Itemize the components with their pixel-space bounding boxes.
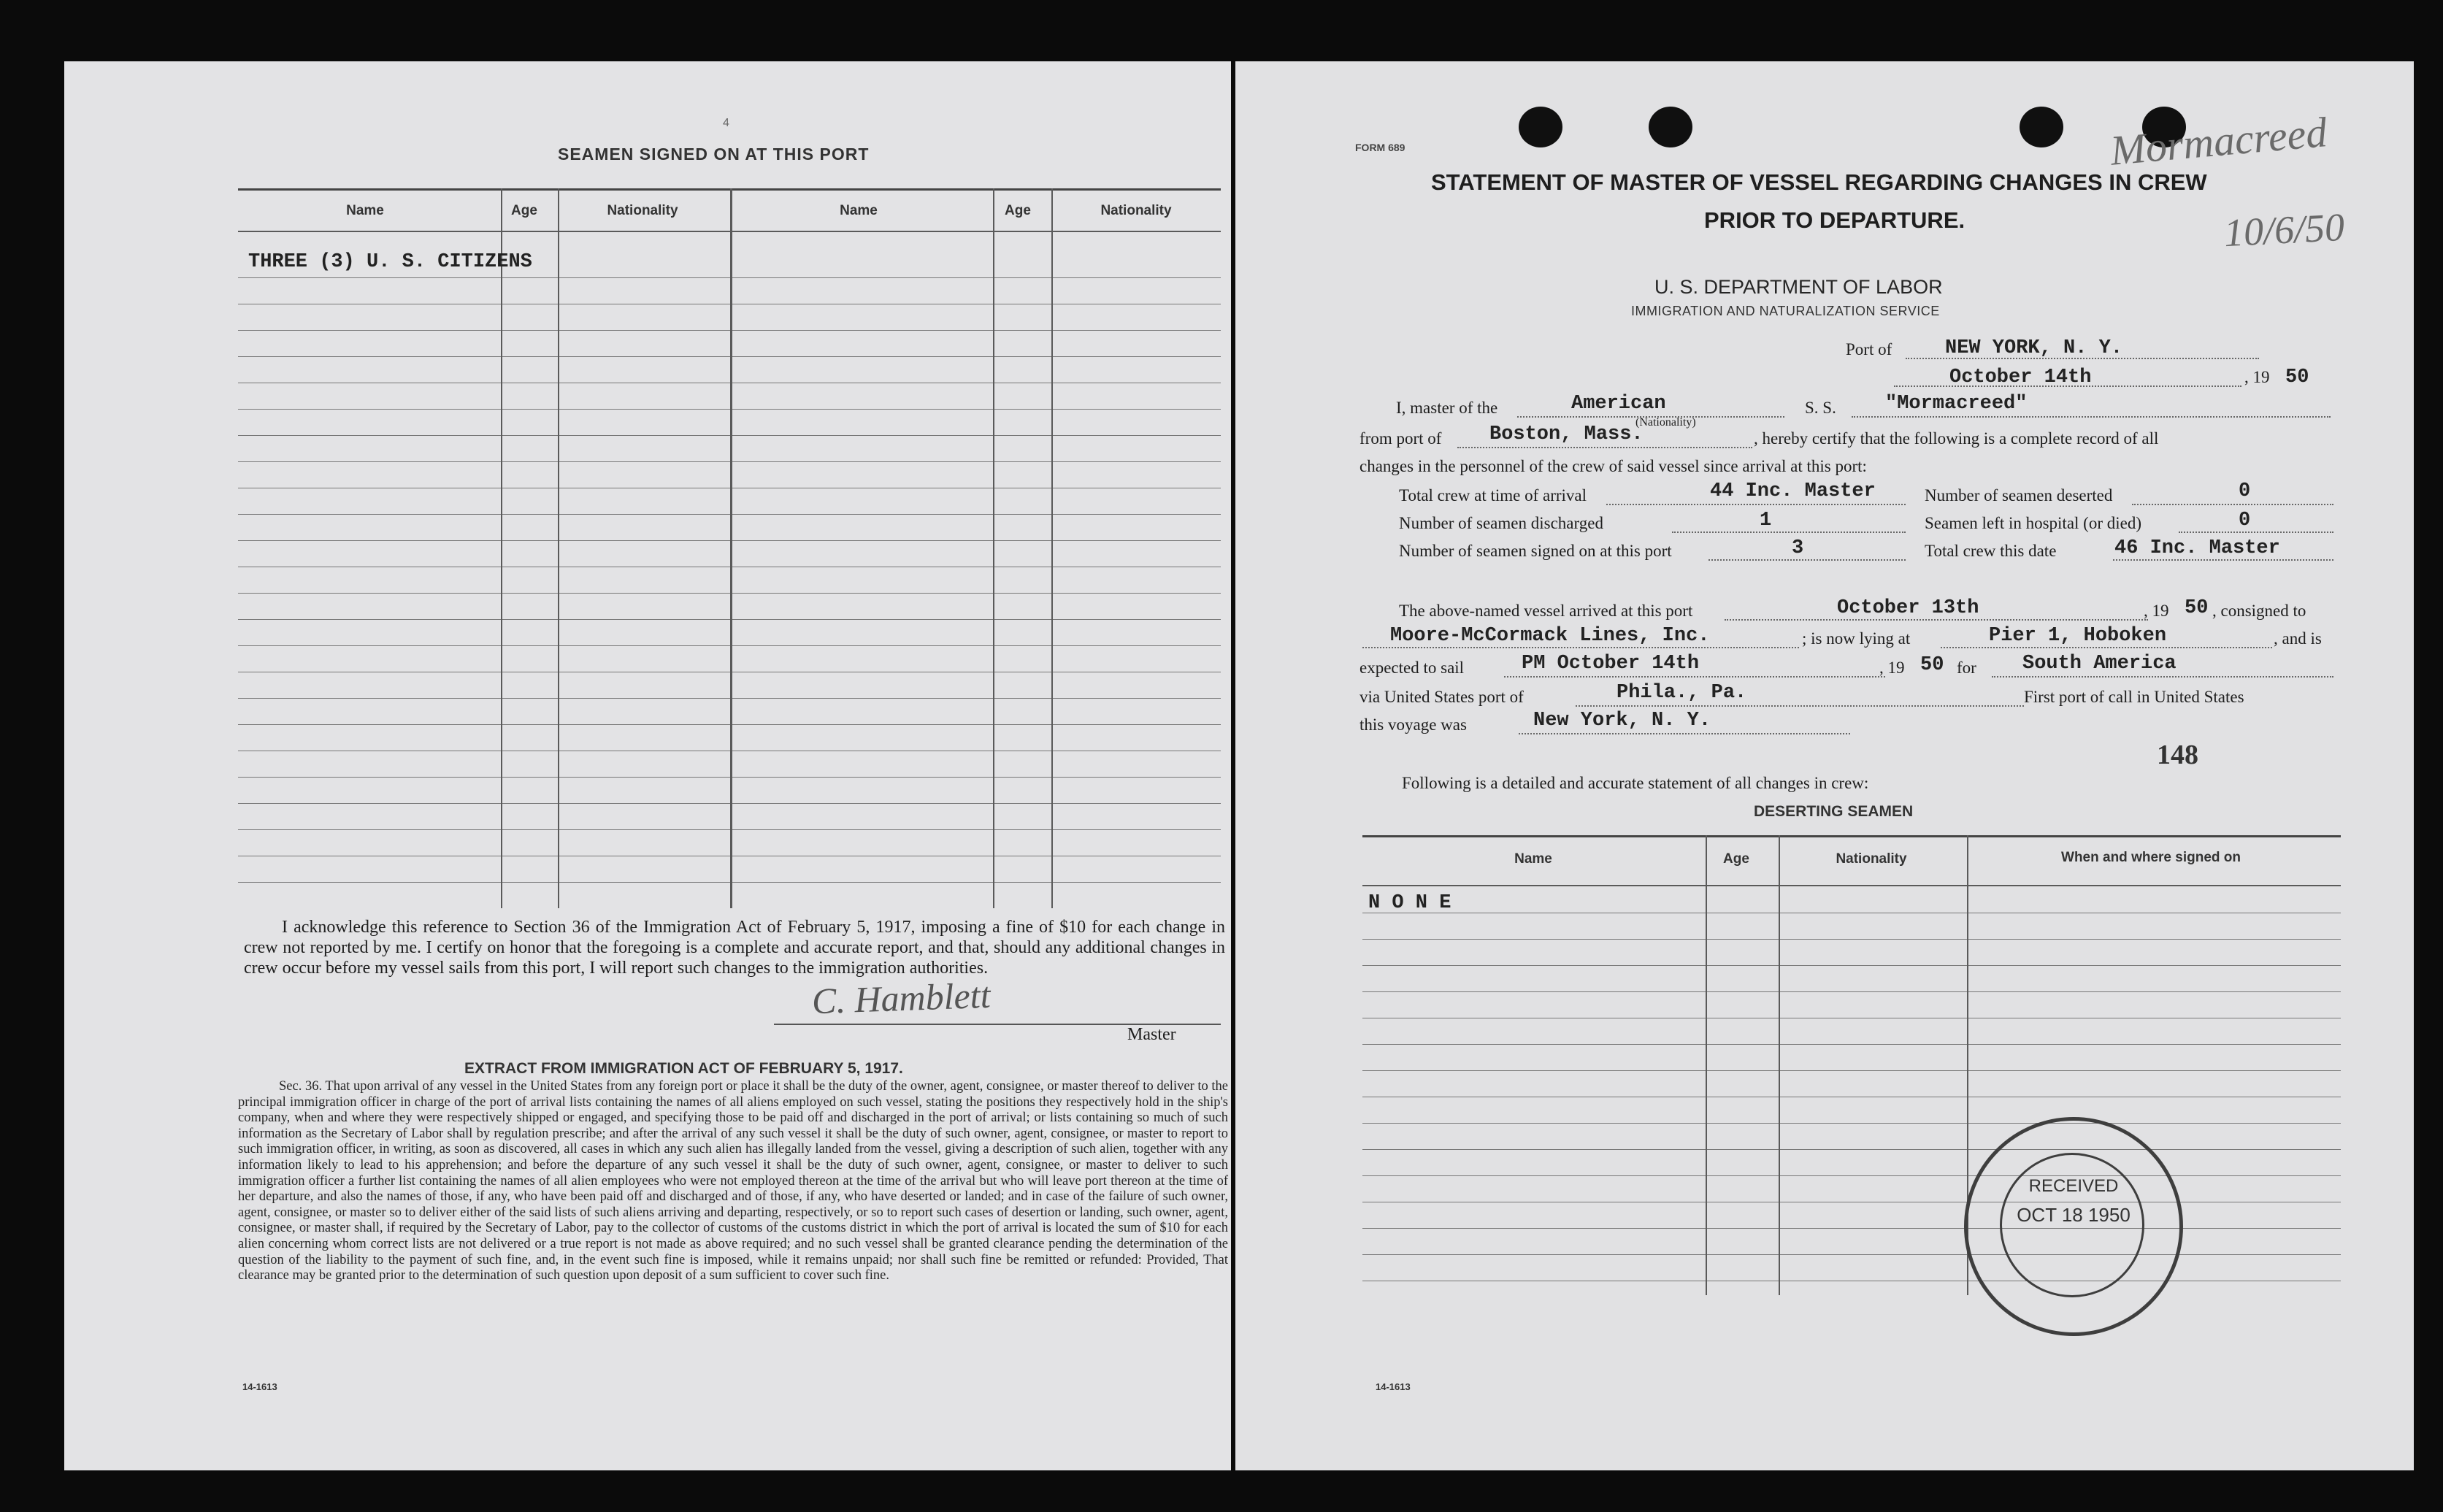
signed-on-value: 3 xyxy=(1792,537,1804,559)
expected-label: expected to sail xyxy=(1359,659,1465,677)
for-label: for xyxy=(1957,659,1976,677)
arrived-label: The above-named vessel arrived at this port xyxy=(1399,602,1693,620)
via-label: via United States port of xyxy=(1359,688,1524,706)
table-rule-line xyxy=(238,356,1221,357)
expected-year: 50 xyxy=(1920,654,1944,676)
service: IMMIGRATION AND NATURALIZATION SERVICE xyxy=(1631,304,1940,318)
table-rule-line xyxy=(238,619,1221,620)
col-header-name: Name xyxy=(346,203,384,218)
table-rule-line xyxy=(1362,1254,2341,1255)
handwritten-ship: Mormacreed xyxy=(2108,108,2329,174)
table-rule-line xyxy=(238,803,1221,804)
table-rule-line xyxy=(238,330,1221,331)
date-value: October 14th xyxy=(1949,367,2092,388)
hospital-label: Seamen left in hospital (or died) xyxy=(1925,514,2142,532)
nationality-value: American xyxy=(1571,393,1666,415)
nationality-caption: (Nationality) xyxy=(1635,416,1696,429)
received-stamp xyxy=(1964,1117,2183,1336)
year-prefix: , 19 xyxy=(2244,368,2270,386)
table-rule-line xyxy=(1362,965,2341,966)
deserting-title: DESERTING SEAMEN xyxy=(1754,803,1914,820)
table-rule-line xyxy=(238,514,1221,515)
and-is-label: , and is xyxy=(2274,629,2322,648)
form-title-line1: STATEMENT OF MASTER OF VESSEL REGARDING CHANGES IN CREW xyxy=(1431,169,2207,195)
table-rule-line xyxy=(1362,1070,2341,1071)
department: U. S. DEPARTMENT OF LABOR xyxy=(1654,276,1943,298)
date-year: 50 xyxy=(2285,367,2309,388)
destination-value: South America xyxy=(2022,653,2177,675)
right-page xyxy=(1235,61,2414,1470)
master-of-label: I, master of the xyxy=(1396,399,1498,417)
first-port-label: First port of call in United States xyxy=(2024,688,2244,706)
lying-label: ; is now lying at xyxy=(1802,629,1911,648)
consignee-value: Moore-McCormack Lines, Inc. xyxy=(1390,625,1710,647)
deserting-entry: N O N E xyxy=(1368,892,1451,914)
binder-hole xyxy=(1519,107,1562,147)
col-header-name: Name xyxy=(840,203,878,218)
handwritten-date: 10/6/50 xyxy=(2223,204,2346,256)
form-title-line2: PRIOR TO DEPARTURE. xyxy=(1704,207,1965,233)
following-text: Following is a detailed and accurate statement of all changes in crew: xyxy=(1402,774,1869,792)
ss-label: S. S. xyxy=(1805,399,1836,417)
table-rule-line xyxy=(238,645,1221,646)
extract-title: EXTRACT FROM IMMIGRATION ACT OF FEBRUARY 5, 1917. xyxy=(464,1060,903,1077)
table-rule-line xyxy=(1362,1123,2341,1124)
port-value: NEW YORK, N. Y. xyxy=(1945,337,2123,359)
table-rule-line xyxy=(238,829,1221,830)
certify-text: , hereby certify that the following is a complete record of all xyxy=(1754,429,2159,448)
deserted-label: Number of seamen deserted xyxy=(1925,486,2113,504)
voyage-label: this voyage was xyxy=(1359,715,1467,734)
hospital-value: 0 xyxy=(2239,510,2251,531)
table-rule-line xyxy=(1362,1175,2341,1176)
arrived-value: October 13th xyxy=(1837,597,1979,619)
voyage-value: New York, N. Y. xyxy=(1533,710,1711,732)
total-crew-today-label: Total crew this date xyxy=(1925,542,2057,560)
table-rule-line xyxy=(238,724,1221,725)
table-rule-line xyxy=(1362,1228,2341,1229)
col-header-nationality: Nationality xyxy=(1100,203,1172,218)
total-crew-arrival-value: 44 Inc. Master xyxy=(1710,480,1876,502)
stamp-date: OCT 18 1950 xyxy=(2017,1204,2131,1226)
arrived-year-prefix: , 19 xyxy=(2144,602,2169,620)
binder-hole xyxy=(2020,107,2063,147)
table-rule-line xyxy=(238,540,1221,541)
binder-hole xyxy=(1649,107,1692,147)
signed-on-label: Number of seamen signed on at this port xyxy=(1399,542,1672,560)
col-header-name: Name xyxy=(1514,851,1552,867)
changes-text: changes in the personnel of the crew of said vessel since arrival at this port: xyxy=(1359,457,1867,475)
table-rule-line xyxy=(1362,1044,2341,1045)
from-port-label: from port of xyxy=(1359,429,1442,448)
table-rule-line xyxy=(1362,991,2341,992)
table-rule-line xyxy=(238,435,1221,436)
expected-year-prefix: , 19 xyxy=(1879,659,1905,677)
table-entry: THREE (3) U. S. CITIZENS xyxy=(248,251,532,273)
table-rule-line xyxy=(238,777,1221,778)
lying-value: Pier 1, Hoboken xyxy=(1989,625,2167,647)
extract-body: Sec. 36. That upon arrival of any vessel in the United States from any foreign port or place it shall be the duty of the owner, agent, consignee, or master thereof to deliver to the principal immigration officer in charge of the port of arrival lists containing the names of all aliens employed on such vessel, stating the positions they respectively hold in the ship's company, when and where they were respectively shipped or engaged, and specifying those to be paid off and discharged in the port of arrival; or lists containing so much of such information as the Secretary of Labor shall by regulation prescribe; and after the arrival of any such vessel it shall be the duty of such owner, agent, consignee, or master to report to such immigration officer, in writing, as soon as discovered, all cases in which any such alien has illegally landed from the vessel, giving a description of such alien, together with any information likely to lead to his apprehension; and before the departure of any such vessel it shall be the duty of such owner, agent, consignee, or master to deliver to such immigration officer a further list containing the names of all alien employees who were not employed thereon at the time of the arrival but who will leave port thereon at the time of her departure, and also the names of those, if any, who have been paid off and discharged and of those, if any, who have deserted or landed; and in case of the failure of such owner, agent, consignee, or master so to deliver either of the said lists of such aliens arriving and departing, respectively, or so to report such cases of desertion or landing, such owner, agent, consignee, or master shall, if required by the Secretary of Labor, pay to the collector of customs of the customs district in which the port of arrival is located the sum of $10 for each alien concerning whom correct lists are not delivered or a true report is not made as above required; and no such vessel shall be granted clearance pending the determination of the question of the liability to the payment of such fine, and, in the event such fine is imposed, while it remains unpaid; nor shall such fine be remitted or refunded: Provided, That clearance may be granted prior to the determination of such question upon deposit of a sum sufficient to cover such fine. xyxy=(238,1079,1228,1283)
table-rule-line xyxy=(238,698,1221,699)
form-code: 14-1613 xyxy=(1376,1381,1411,1392)
consigned-label: , consigned to xyxy=(2212,602,2306,620)
table-rule-line xyxy=(1362,939,2341,940)
page-marker: 4 xyxy=(723,117,729,129)
deserted-value: 0 xyxy=(2239,480,2251,502)
master-label: Master xyxy=(1127,1025,1176,1044)
total-crew-arrival-label: Total crew at time of arrival xyxy=(1399,486,1587,504)
section-title: SEAMEN SIGNED ON AT THIS PORT xyxy=(558,145,870,164)
acknowledgement-text: I acknowledge this reference to Section 36 of the Immigration Act of February 5, 1917, imposing a fine of $10 for each change in crew not reported by me. I certify on honor that the foregoing is a complete and accurate report, and that, should any additional changes in crew occur before my vessel sails from this port, I will report such changes to the immigration authorities. xyxy=(244,918,1225,978)
master-signature: C. Hamblett xyxy=(811,974,992,1022)
col-header-when-where: When and where signed on xyxy=(2061,850,2241,865)
stamped-number: 148 xyxy=(2157,740,2198,770)
expected-value: PM October 14th xyxy=(1522,653,1700,675)
discharged-label: Number of seamen discharged xyxy=(1399,514,1603,532)
form-number: FORM 689 xyxy=(1355,142,1405,153)
table-rule-line xyxy=(238,882,1221,883)
total-crew-today-value: 46 Inc. Master xyxy=(2114,537,2280,559)
via-value: Phila., Pa. xyxy=(1616,682,1747,704)
col-header-nationality: Nationality xyxy=(1836,851,1907,867)
from-port-value: Boston, Mass. xyxy=(1489,423,1644,445)
col-header-age: Age xyxy=(1723,851,1749,867)
table-rule-line xyxy=(238,409,1221,410)
table-rule-line xyxy=(238,277,1221,278)
port-label: Port of xyxy=(1846,340,1892,358)
col-header-age: Age xyxy=(1005,203,1031,218)
arrived-year: 50 xyxy=(2185,597,2209,619)
table-rule-line xyxy=(238,593,1221,594)
table-rule-line xyxy=(1362,1149,2341,1150)
vessel-value: "Mormacreed" xyxy=(1885,393,2028,415)
discharged-value: 1 xyxy=(1760,510,1772,531)
table-rule-line xyxy=(238,461,1221,462)
stamp-received: RECEIVED xyxy=(2028,1176,2119,1196)
col-header-age: Age xyxy=(511,203,537,218)
col-header-nationality: Nationality xyxy=(607,203,678,218)
form-code: 14-1613 xyxy=(242,1381,277,1392)
